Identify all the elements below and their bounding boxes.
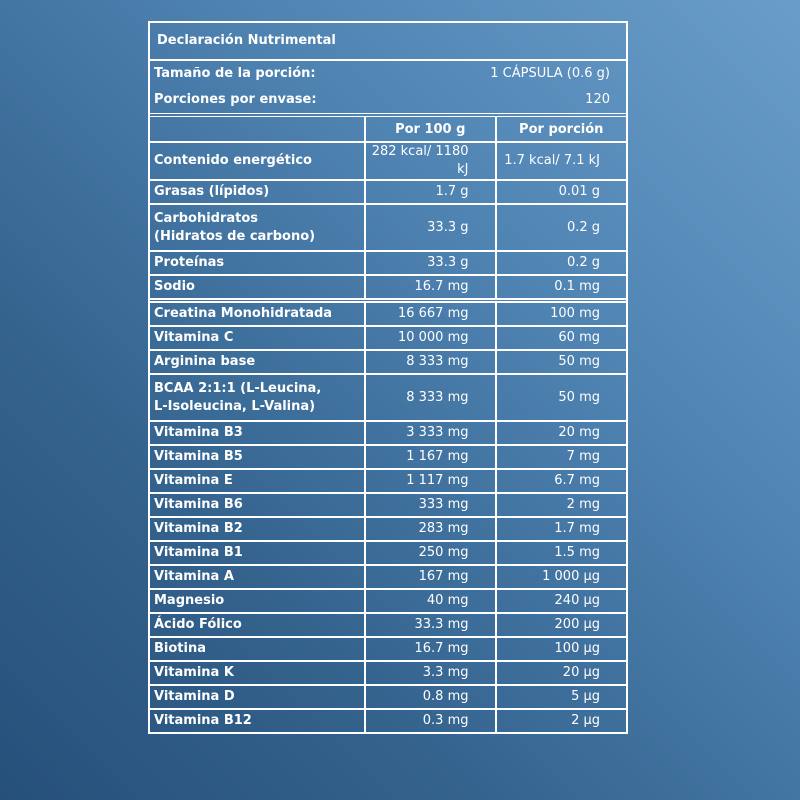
- nutrient-name: Biotina: [150, 637, 365, 661]
- nutrition-label: [148, 21, 628, 734]
- value-per-100g: 40 mg: [365, 589, 496, 613]
- value-per-100g: 33.3 mg: [365, 613, 496, 637]
- value-per-100g: 10 000 mg: [365, 326, 496, 350]
- table-row: [150, 421, 626, 445]
- value-per-serving: 20 mg: [496, 421, 627, 445]
- nutrient-table: [150, 117, 626, 732]
- table-row: [150, 204, 626, 251]
- value-per-serving: 60 mg: [496, 326, 627, 350]
- value-per-100g: 3 333 mg: [365, 421, 496, 445]
- table-row: [150, 374, 626, 421]
- serving-size-row: [150, 61, 626, 87]
- nutrient-name: Grasas (lípidos): [150, 180, 365, 204]
- header-per-serving: Por porción: [496, 117, 627, 142]
- serving-size-value: 1 CÁPSULA (0.6 g): [490, 66, 610, 81]
- value-per-serving: 100 µg: [496, 637, 627, 661]
- nutrient-name: Vitamina B12: [150, 709, 365, 732]
- value-per-serving: 20 µg: [496, 661, 627, 685]
- nutrient-name: Vitamina C: [150, 326, 365, 350]
- table-row: [150, 517, 626, 541]
- nutrient-name: Vitamina B1: [150, 541, 365, 565]
- nutrient-name: Sodio: [150, 275, 365, 301]
- table-row: [150, 589, 626, 613]
- nutrient-name: Vitamina B5: [150, 445, 365, 469]
- value-per-100g: 8 333 mg: [365, 350, 496, 374]
- nutrient-name: Vitamina B6: [150, 493, 365, 517]
- value-per-100g: 33.3 g: [365, 204, 496, 251]
- value-per-serving: 0.1 mg: [496, 275, 627, 301]
- table-row: [150, 493, 626, 517]
- table-row: [150, 709, 626, 732]
- value-per-serving: 1.7 mg: [496, 517, 627, 541]
- table-row: [150, 445, 626, 469]
- header-nutrient: [150, 117, 365, 142]
- value-per-100g: 167 mg: [365, 565, 496, 589]
- table-row: [150, 469, 626, 493]
- nutrient-name: Arginina base: [150, 350, 365, 374]
- table-row: [150, 350, 626, 374]
- value-per-serving: 200 µg: [496, 613, 627, 637]
- nutrient-name: Vitamina E: [150, 469, 365, 493]
- value-per-100g: 282 kcal/ 1180 kJ: [365, 142, 496, 180]
- value-per-serving: 1 000 µg: [496, 565, 627, 589]
- value-per-serving: 1.5 mg: [496, 541, 627, 565]
- value-per-serving: 0.01 g: [496, 180, 627, 204]
- value-per-serving: 0.2 g: [496, 251, 627, 275]
- value-per-100g: 250 mg: [365, 541, 496, 565]
- value-per-100g: 16.7 mg: [365, 275, 496, 301]
- value-per-serving: 7 mg: [496, 445, 627, 469]
- nutrient-name: Vitamina K: [150, 661, 365, 685]
- label-title: Declaración Nutrimental: [150, 23, 626, 61]
- table-row: [150, 613, 626, 637]
- table-row: [150, 180, 626, 204]
- nutrient-name: Vitamina A: [150, 565, 365, 589]
- table-row: [150, 326, 626, 350]
- value-per-100g: 8 333 mg: [365, 374, 496, 421]
- serving-size-label: Tamaño de la porción:: [154, 66, 316, 81]
- table-row: [150, 275, 626, 301]
- nutrient-name: BCAA 2:1:1 (L-Leucina, L-Isoleucina, L-Valina): [150, 374, 365, 421]
- value-per-100g: 283 mg: [365, 517, 496, 541]
- table-header: [150, 117, 626, 142]
- value-per-100g: 0.3 mg: [365, 709, 496, 732]
- table-row: [150, 565, 626, 589]
- value-per-serving: 0.2 g: [496, 204, 627, 251]
- value-per-serving: 50 mg: [496, 350, 627, 374]
- value-per-100g: 333 mg: [365, 493, 496, 517]
- value-per-serving: 50 mg: [496, 374, 627, 421]
- table-row: [150, 251, 626, 275]
- table-row: [150, 685, 626, 709]
- value-per-serving: 240 µg: [496, 589, 627, 613]
- nutrient-name: Creatina Monohidratada: [150, 301, 365, 327]
- value-per-serving: 100 mg: [496, 301, 627, 327]
- value-per-100g: 1 167 mg: [365, 445, 496, 469]
- value-per-100g: 3.3 mg: [365, 661, 496, 685]
- nutrient-name: Vitamina B3: [150, 421, 365, 445]
- nutrient-name: Vitamina D: [150, 685, 365, 709]
- value-per-serving: 1.7 kcal/ 7.1 kJ: [496, 142, 627, 180]
- table-row: [150, 661, 626, 685]
- servings-per-container-row: [150, 87, 626, 113]
- value-per-serving: 6.7 mg: [496, 469, 627, 493]
- nutrient-name: Contenido energético: [150, 142, 365, 180]
- value-per-100g: 0.8 mg: [365, 685, 496, 709]
- value-per-100g: 16 667 mg: [365, 301, 496, 327]
- value-per-serving: 2 µg: [496, 709, 627, 732]
- nutrient-name: Magnesio: [150, 589, 365, 613]
- table-row: [150, 142, 626, 180]
- value-per-serving: 5 µg: [496, 685, 627, 709]
- value-per-100g: 16.7 mg: [365, 637, 496, 661]
- servings-per-container-value: 120: [585, 92, 610, 107]
- value-per-serving: 2 mg: [496, 493, 627, 517]
- servings-per-container-label: Porciones por envase:: [154, 92, 317, 107]
- nutrient-name: Ácido Fólico: [150, 613, 365, 637]
- value-per-100g: 1 117 mg: [365, 469, 496, 493]
- nutrient-name: Vitamina B2: [150, 517, 365, 541]
- value-per-100g: 33.3 g: [365, 251, 496, 275]
- nutrient-name: Carbohidratos (Hidratos de carbono): [150, 204, 365, 251]
- table-row: [150, 541, 626, 565]
- serving-info: [150, 61, 626, 117]
- table-row: [150, 637, 626, 661]
- header-per-100g: Por 100 g: [365, 117, 496, 142]
- table-row: [150, 301, 626, 327]
- nutrient-name: Proteínas: [150, 251, 365, 275]
- value-per-100g: 1.7 g: [365, 180, 496, 204]
